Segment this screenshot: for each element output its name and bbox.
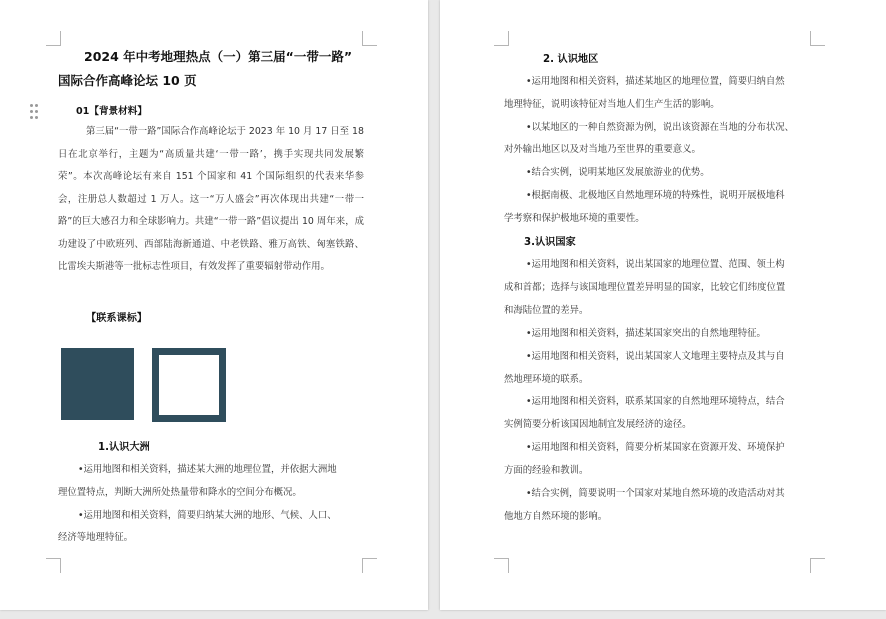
section-3-bullet-4-line-2: 实例简要分析该国因地制宜发展经济的途径。 [504, 419, 692, 430]
margin-mark-bottom-right [362, 558, 377, 573]
margin-mark-top-left [494, 31, 509, 46]
section-2-bullet-1-line-1: •运用地图和相关资料，描述某地区的地理位置，简要归纳自然 [526, 76, 785, 87]
filled-square-graphic [61, 348, 134, 420]
section-3-bullet-2: •运用地图和相关资料，描述某国家突出的自然地理特征。 [526, 328, 766, 339]
margin-mark-top-right [810, 31, 825, 46]
section-2-bullet-1-line-2: 地理特征，说明该特征对当地人们生产生活的影响。 [504, 99, 720, 110]
document-title-line-2: 国际合作高峰论坛 10 页 [58, 73, 197, 88]
margin-mark-bottom-left [494, 558, 509, 573]
section-2-heading: 2. 认识地区 [543, 54, 599, 65]
section-2-bullet-4-line-2: 学考察和保护极地环境的重要性。 [504, 213, 645, 224]
background-heading: 01【背景材料】 [76, 106, 147, 117]
section-1-bullet-2-line-2: 经济等地理特征。 [58, 532, 134, 543]
section-2-bullet-2-line-1: •以某地区的一种自然资源为例，说出该资源在当地的分布状况、 [526, 122, 795, 133]
section-2-bullet-4-line-1: •根据南极、北极地区自然地理环境的特殊性，说明开展极地科 [526, 190, 785, 201]
drag-handle-icon[interactable] [30, 104, 38, 120]
margin-mark-bottom-left [46, 558, 61, 573]
section-3-bullet-5-line-2: 方面的经验和教训。 [504, 465, 589, 476]
outline-square-graphic [152, 348, 226, 422]
section-1-bullet-2-line-1: •运用地图和相关资料，简要归纳某大洲的地形、气候、人口、 [78, 510, 337, 521]
section-3-bullet-1-line-2: 成和首都；选择与该国地理位置差异明显的国家，比较它们纬度位置 [504, 282, 786, 293]
background-paragraph: 第三届“一带一路”国际合作高峰论坛于 2023 年 10 月 17 日至 18 日在北京举行，主题为“高质量共建‘一带一路’，携手实现共同发展繁荣”。本次高峰论坛有来自 151 个国家和 41 个国际组织的代表来华参会，注册总人数超过 1 万人。这一“万人盛会”再次体现出共建“一带一路”的巨大感召力和全球影响力。共建“一带一路”倡议提出 10 周年来，成功建设了中欧班列、西部陆海新通道、中老铁路、雅万高铁、匈塞铁路、比雷埃夫斯港等一批标志性项目，有效发挥了重要辐射带动作用。 [58, 126, 364, 272]
section-2-bullet-2-line-2: 对外输出地区以及对当地乃至世界的重要意义。 [504, 144, 701, 155]
section-3-bullet-1-line-3: 和海陆位置的差异。 [504, 305, 589, 316]
section-3-bullet-1-line-1: •运用地图和相关资料，说出某国家的地理位置、范围、领土构 [526, 259, 785, 270]
section-3-bullet-3-line-1: •运用地图和相关资料，说出某国家人文地理主要特点及其与自 [526, 351, 785, 362]
section-3-bullet-5-line-1: •运用地图和相关资料，简要分析某国家在资源开发、环境保护 [526, 442, 785, 453]
section-3-bullet-4-line-1: •运用地图和相关资料，联系某国家的自然地理环境特点，结合 [526, 396, 785, 407]
section-3-bullet-6-line-2: 他地方自然环境的影响。 [504, 511, 608, 522]
section-1-bullet-1-line-1: •运用地图和相关资料，描述某大洲的地理位置，并依据大洲地 [78, 464, 337, 475]
section-3-heading: 3.认识国家 [524, 237, 576, 248]
margin-mark-top-right [362, 31, 377, 46]
section-1-heading: 1.认识大洲 [98, 442, 150, 453]
margin-mark-top-left [46, 31, 61, 46]
section-3-bullet-6-line-1: •结合实例，简要说明一个国家对某地自然环境的改造活动对其 [526, 488, 785, 499]
section-1-bullet-1-line-2: 理位置特点，判断大洲所处热量带和降水的空间分布概况。 [58, 487, 302, 498]
section-2-bullet-3: •结合实例，说明某地区发展旅游业的优势。 [526, 167, 710, 178]
section-3-bullet-3-line-2: 然地理环境的联系。 [504, 374, 589, 385]
document-page-2 [440, 0, 886, 610]
margin-mark-bottom-right [810, 558, 825, 573]
document-title-line-1: 2024 年中考地理热点（一）第三届“一带一路” [84, 49, 353, 64]
document-page-1 [0, 0, 428, 610]
standards-heading: 【联系课标】 [86, 313, 148, 324]
